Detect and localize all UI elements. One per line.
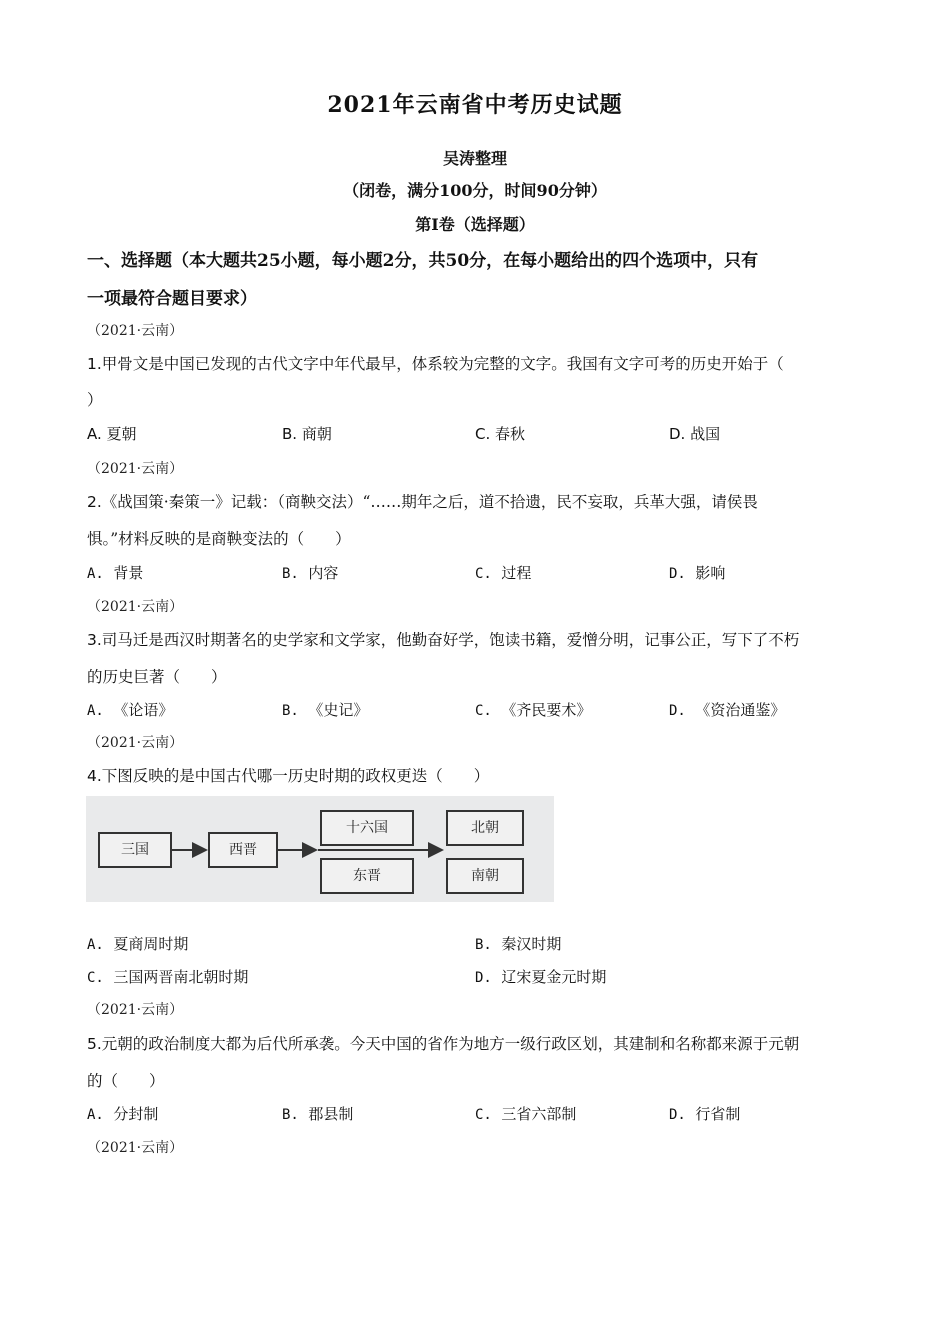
diagram-box-beichao: 北朝 [446, 810, 524, 846]
diagram-box-nanchao: 南朝 [446, 858, 524, 894]
question-source: （2021·云南） [87, 1140, 184, 1156]
diagram-box-shiliuguo: 十六国 [320, 810, 414, 846]
question-number: 5. [87, 1035, 102, 1053]
question-2-stem [87, 490, 758, 512]
question-text: 司马迁是西汉时期著名的史学家和文学家，他勤奋好学，饱读书籍，爱憎分明，记事公正，写下了不朽 [101, 631, 800, 649]
question-2-option-d[interactable]: D. 影响 [669, 564, 726, 582]
question-5-stem-line2: 的（ ） [87, 1072, 165, 1090]
question-1-stem [87, 352, 784, 374]
question-3-option-b[interactable]: B. 《史记》 [282, 701, 369, 719]
question-3-stem [87, 628, 799, 650]
question-source: （2021·云南） [87, 735, 184, 751]
exam-info: （闭卷，满分100分，时间90分钟） [343, 181, 607, 200]
question-source: （2021·云南） [87, 1002, 184, 1018]
question-1-option-b[interactable]: B. 商朝 [282, 425, 332, 443]
question-5-stem [87, 1032, 799, 1054]
question-4-option-a[interactable]: A. 夏商周时期 [87, 935, 189, 953]
section-heading-line2: 一项最符合题目要求） [87, 289, 257, 309]
question-number: 2. [87, 493, 102, 511]
regime-succession-diagram [86, 796, 554, 902]
question-5-option-d[interactable]: D. 行省制 [669, 1105, 741, 1123]
question-text: 《战国策·秦策一》记载：（商鞅交法）“……期年之后，道不拾遗，民不妄取，兵革大强，请侯畏 [101, 493, 758, 511]
question-4-option-c[interactable]: C. 三国两晋南北朝时期 [87, 968, 249, 986]
question-number: 4. [87, 767, 102, 785]
question-1-stem-line2: ） [87, 391, 103, 409]
question-2-option-c[interactable]: C. 过程 [475, 564, 532, 582]
author-line: 吴涛整理 [442, 149, 507, 168]
question-1-option-c[interactable]: C. 春秋 [475, 425, 526, 443]
diagram-box-sanguo: 三国 [98, 832, 172, 868]
question-3-stem-line2: 的历史巨著（ ） [87, 668, 227, 686]
question-text: 甲骨文是中国已发现的古代文字中年代最早，体系较为完整的文字。我国有文字可考的历史开始于（ [101, 355, 784, 373]
question-5-option-a[interactable]: A. 分封制 [87, 1105, 159, 1123]
question-5-option-c[interactable]: C. 三省六部制 [475, 1105, 577, 1123]
question-1-option-d[interactable]: D. 战国 [669, 425, 721, 443]
question-number: 1. [87, 355, 102, 373]
question-1-option-a[interactable]: A. 夏朝 [87, 425, 137, 443]
question-3-option-a[interactable]: A. 《论语》 [87, 701, 174, 719]
question-source: （2021·云南） [87, 323, 184, 339]
section-heading-line1: 一、选择题（本大题共25小题，每小题2分，共50分，在每小题给出的四个选项中，只有 [87, 251, 759, 271]
question-4-stem [87, 764, 489, 786]
page-title: 2021年云南省中考历史试题 [327, 92, 623, 118]
diagram-box-dongjin: 东晋 [320, 858, 414, 894]
question-3-option-d[interactable]: D. 《资治通鉴》 [669, 701, 786, 719]
volume-heading: 第Ⅰ卷（选择题） [415, 215, 535, 234]
question-5-option-b[interactable]: B. 郡县制 [282, 1105, 354, 1123]
question-4-option-d[interactable]: D. 辽宋夏金元时期 [475, 968, 607, 986]
question-number: 3. [87, 631, 102, 649]
question-text: 下图反映的是中国古代哪一历史时期的政权更迭（ ） [101, 767, 490, 785]
question-4-option-b[interactable]: B. 秦汉时期 [475, 935, 562, 953]
question-2-stem-line2: 惧。”材料反映的是商鞅变法的（ ） [87, 530, 351, 548]
question-source: （2021·云南） [87, 461, 184, 477]
diagram-box-xijin: 西晋 [208, 832, 278, 868]
question-source: （2021·云南） [87, 599, 184, 615]
question-3-option-c[interactable]: C. 《齐民要术》 [475, 701, 592, 719]
question-text: 元朝的政治制度大都为后代所承袭。今天中国的省作为地方一级行政区划，其建制和名称都来源于元朝 [101, 1035, 800, 1053]
question-2-option-a[interactable]: A. 背景 [87, 564, 144, 582]
question-2-option-b[interactable]: B. 内容 [282, 564, 339, 582]
